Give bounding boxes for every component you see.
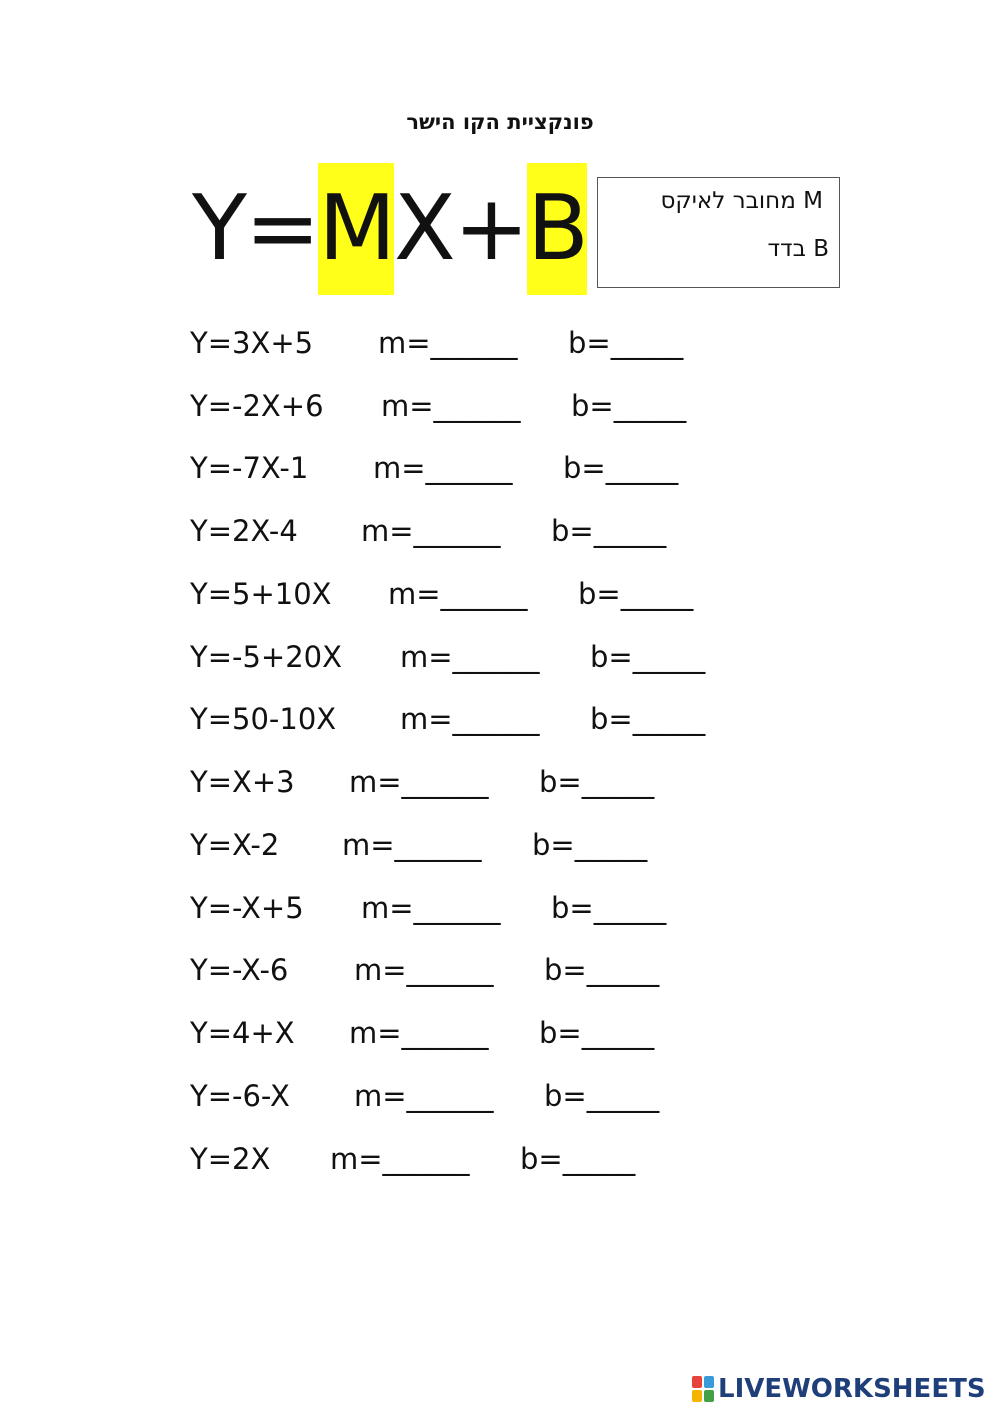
intercept-answer-blank[interactable]: b=_____ bbox=[578, 577, 694, 611]
intercept-answer-blank[interactable]: b=_____ bbox=[568, 326, 684, 360]
exercise-equation: Y=X-2 bbox=[190, 828, 280, 862]
explanation-b: B בדד bbox=[767, 236, 829, 262]
liveworksheets-logo bbox=[692, 1372, 986, 1406]
formula-b-highlighted: B bbox=[527, 163, 587, 295]
exercise-equation: Y=-2X+6 bbox=[190, 389, 324, 423]
slope-answer-blank[interactable]: m=______ bbox=[361, 891, 501, 925]
intercept-answer-blank[interactable]: b=_____ bbox=[571, 389, 687, 423]
slope-answer-blank[interactable]: m=______ bbox=[330, 1142, 470, 1176]
intercept-answer-blank[interactable]: b=_____ bbox=[532, 828, 648, 862]
explanation-box bbox=[597, 177, 840, 288]
slope-answer-blank[interactable]: m=______ bbox=[381, 389, 521, 423]
slope-answer-blank[interactable]: m=______ bbox=[373, 451, 513, 485]
intercept-answer-blank[interactable]: b=_____ bbox=[544, 953, 660, 987]
exercise-equation: Y=3X+5 bbox=[190, 326, 314, 360]
formula-x-plus: X+ bbox=[394, 176, 528, 281]
exercise-equation: Y=-6-X bbox=[190, 1079, 290, 1113]
exercise-equation: Y=2X bbox=[190, 1142, 271, 1176]
intercept-answer-blank[interactable]: b=_____ bbox=[590, 702, 706, 736]
slope-answer-blank[interactable]: m=______ bbox=[378, 326, 518, 360]
intercept-answer-blank[interactable]: b=_____ bbox=[520, 1142, 636, 1176]
exercise-equation: Y=X+3 bbox=[190, 765, 295, 799]
intercept-answer-blank[interactable]: b=_____ bbox=[551, 891, 667, 925]
slope-answer-blank[interactable]: m=______ bbox=[388, 577, 528, 611]
intercept-answer-blank[interactable]: b=_____ bbox=[563, 451, 679, 485]
slope-answer-blank[interactable]: m=______ bbox=[349, 1016, 489, 1050]
slope-answer-blank[interactable]: m=______ bbox=[349, 765, 489, 799]
exercise-equation: Y=-X+5 bbox=[190, 891, 304, 925]
slope-answer-blank[interactable]: m=______ bbox=[354, 1079, 494, 1113]
intercept-answer-blank[interactable]: b=_____ bbox=[590, 640, 706, 674]
slope-answer-blank[interactable]: m=______ bbox=[354, 953, 494, 987]
slope-answer-blank[interactable]: m=______ bbox=[400, 640, 540, 674]
intercept-answer-blank[interactable]: b=_____ bbox=[539, 1016, 655, 1050]
slope-answer-blank[interactable]: m=______ bbox=[342, 828, 482, 862]
liveworksheets-wordmark: LIVEWORKSHEETS bbox=[718, 1374, 986, 1404]
liveworksheets-icon bbox=[692, 1376, 714, 1402]
exercise-equation: Y=50-10X bbox=[190, 702, 337, 736]
explanation-m: M מחובר לאיקס bbox=[660, 188, 823, 214]
formula-y-equals: Y= bbox=[192, 176, 319, 281]
intercept-answer-blank[interactable]: b=_____ bbox=[539, 765, 655, 799]
exercise-equation: Y=-X-6 bbox=[190, 953, 289, 987]
intercept-answer-blank[interactable]: b=_____ bbox=[551, 514, 667, 548]
slope-intercept-formula bbox=[192, 163, 587, 295]
exercise-equation: Y=2X-4 bbox=[190, 514, 298, 548]
page-title: פונקציית הקו הישר bbox=[406, 110, 594, 134]
exercise-equation: Y=-5+20X bbox=[190, 640, 342, 674]
slope-answer-blank[interactable]: m=______ bbox=[400, 702, 540, 736]
exercise-equation: Y=-7X-1 bbox=[190, 451, 309, 485]
slope-answer-blank[interactable]: m=______ bbox=[361, 514, 501, 548]
intercept-answer-blank[interactable]: b=_____ bbox=[544, 1079, 660, 1113]
formula-m-highlighted: M bbox=[318, 163, 394, 295]
exercise-equation: Y=5+10X bbox=[190, 577, 332, 611]
exercise-equation: Y=4+X bbox=[190, 1016, 295, 1050]
